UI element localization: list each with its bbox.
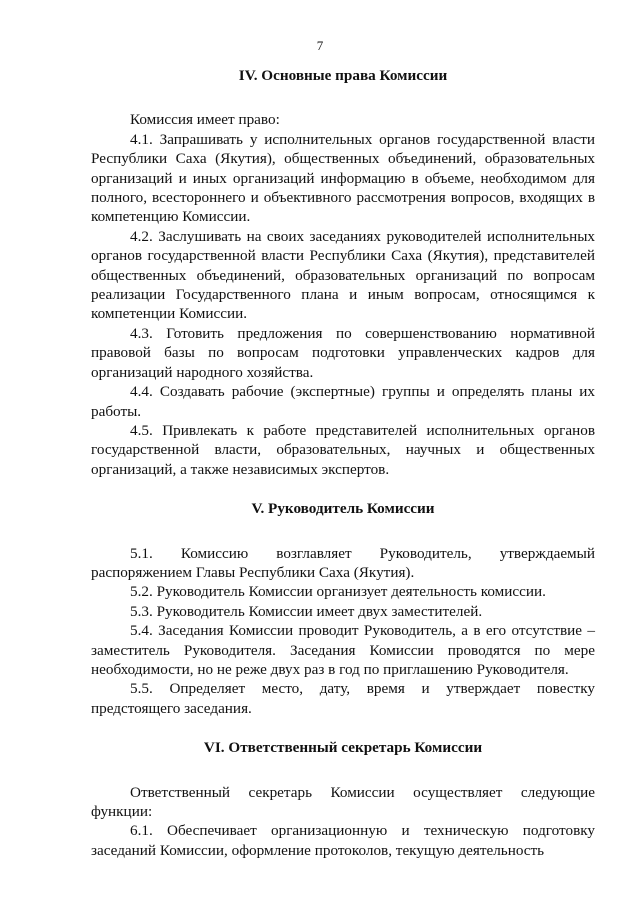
paragraph: 5.2. Руководитель Комиссии организует деятельность комиссии. (130, 583, 546, 601)
paragraph: 4.2. Заслушивать на своих заседаниях руководителей исполнительных органов государственной власти Республики Саха (Якутия), представителей общественных объединений, образовательных организаций по вопросам реализации Государственного плана и иным вопросам, относящимся к компетенции Комиссии. (91, 227, 595, 323)
paragraph: 5.3. Руководитель Комиссии имеет двух заместителей. (130, 602, 483, 620)
section-secretary (91, 738, 595, 860)
paragraph: 4.5. Привлекать к работе представителей исполнительных органов государственной власти, образовательных, научных и общественных организаций, а также независимых экспертов. (91, 421, 595, 478)
paragraph: 5.4. Заседания Комиссии проводит Руководитель, а в его отсутствие – заместитель Руководителя. Заседания Комиссии проводятся по мере необходимости, но не реже двух раз в год по приглашению Руководителя. (91, 622, 595, 678)
section-heading: V. Руководитель Комиссии (251, 500, 435, 518)
paragraph: Комиссия имеет право: (130, 111, 280, 129)
page-number: 7 (316, 38, 324, 53)
section-head (91, 499, 595, 718)
section-rights (91, 66, 595, 479)
paragraph: 4.3. Готовить предложения по совершенствованию нормативной правовой базы по вопросам подготовки управленческих кадров для организаций народного хозяйства. (91, 324, 595, 381)
paragraph: 5.1. Комиссию возглавляет Руководитель, утверждаемый распоряжением Главы Республики Саха (Якутия). (91, 544, 595, 581)
paragraph: Ответственный секретарь Комиссии осуществляет следующие функции: (91, 783, 595, 820)
paragraph: 5.5. Определяет место, дату, время и утверждает повестку предстоящего заседания. (91, 680, 595, 717)
section-heading: IV. Основные права Комиссии (238, 67, 448, 84)
paragraph: 4.4. Создавать рабочие (экспертные) группы и определять планы их работы. (91, 383, 595, 420)
paragraph: 6.1. Обеспечивает организационную и техническую подготовку заседаний Комиссии, оформление протоколов, текущую деятельность (91, 822, 595, 859)
document-body (91, 66, 595, 860)
paragraph: 4.1. Запрашивать у исполнительных органов государственной власти Республики Саха (Якутия), общественных объединений, образовательных организаций и иных организаций информацию в объеме, необходимом для полного, всестороннего и объективного рассмотрения вопросов, входящих в компетенцию Комиссии. (91, 130, 595, 226)
section-heading: VI. Ответственный секретарь Комиссии (203, 739, 483, 757)
